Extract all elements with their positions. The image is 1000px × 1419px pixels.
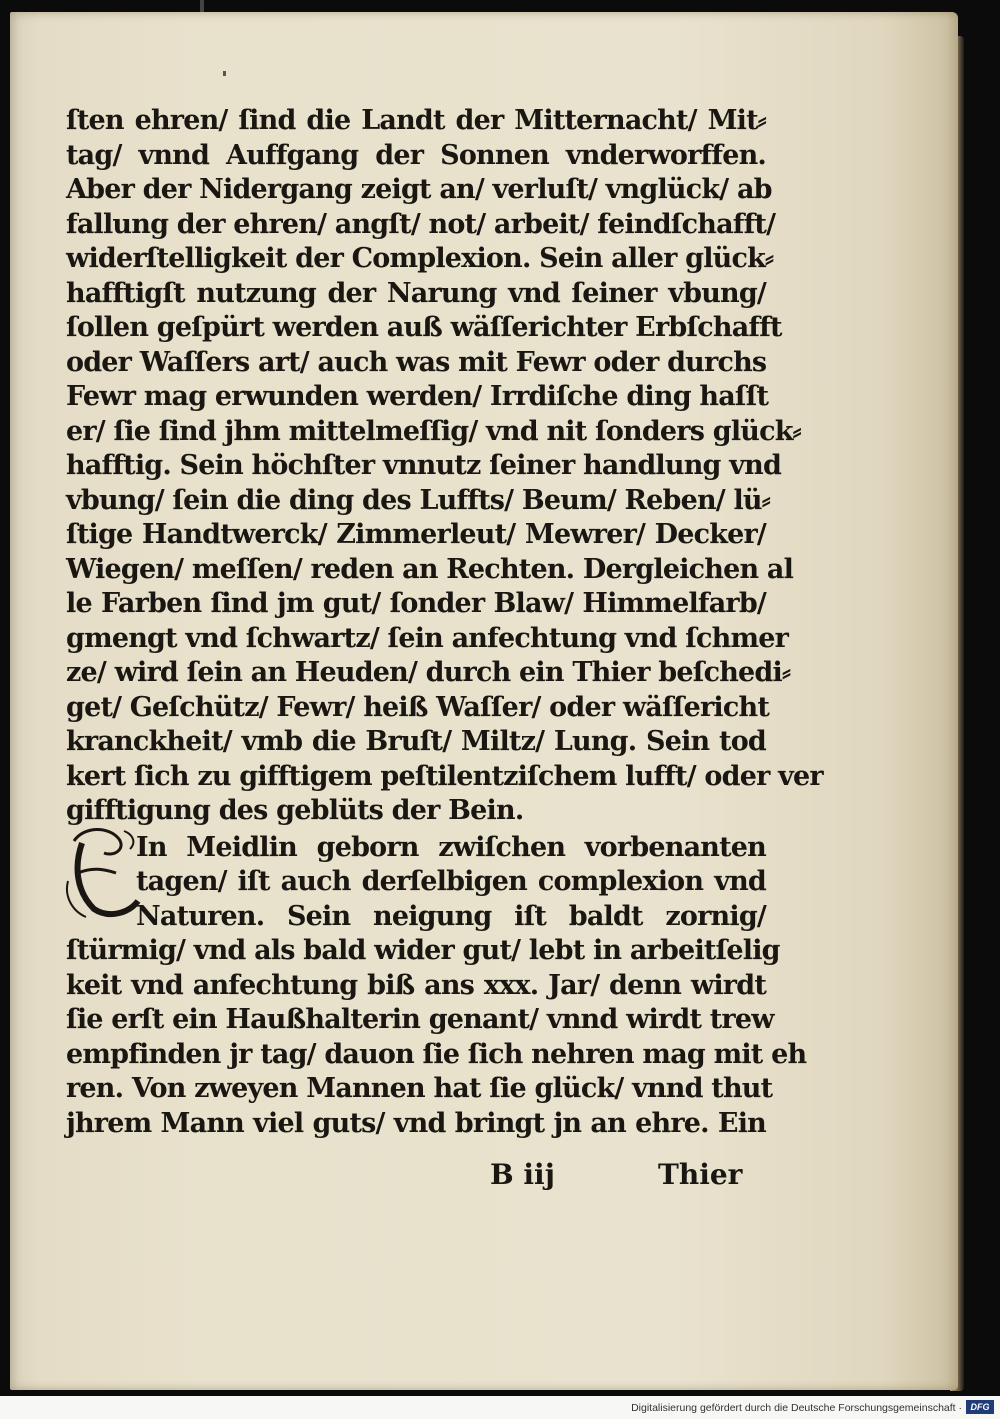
ink-mark xyxy=(223,71,226,76)
paragraph-2 xyxy=(66,831,807,1142)
text-line: hafftigſt nutzung der Narung vnd ſeiner vbung/ xyxy=(66,277,766,309)
text-line: Wiegen/ meſſen/ reden an Rechten. Dergleichen al xyxy=(66,553,794,585)
text-line: Aber der Nidergang zeigt an/ verluſt/ vnglück/ ab xyxy=(66,174,772,205)
text-line: ſtige Handtwerck/ Zimmerleut/ Mewrer/ Decker/ xyxy=(66,519,766,550)
funding-credit: Digitalisierung gefördert durch die Deutsche Forschungsgemeinschaft · xyxy=(631,1402,962,1414)
signature-mark: B iij xyxy=(490,1158,555,1191)
catchword: Thier xyxy=(658,1158,743,1191)
text-line: widerſtelligkeit der Complexion. Sein aller glück⸗ xyxy=(66,243,774,274)
text-line: tagen/ iſt auch derſelbigen complexion vnd xyxy=(136,866,766,897)
page-footer-line xyxy=(490,1158,770,1198)
text-line: In Meidlin geborn zwiſchen vorbenanten xyxy=(136,831,766,863)
text-line: tag/ vnnd Auffgang der Sonnen vnderworffen. xyxy=(66,139,766,171)
text-line: gifftigung des geblüts der Bein. xyxy=(66,795,524,826)
text-line: oder Waſſers art/ auch was mit Fewr oder durchs xyxy=(66,346,767,378)
text-line: keit vnd anfechtung biß ans xxx. Jar/ denn wirdt xyxy=(66,969,766,1001)
text-line: empfinden jr tag/ dauon ſie ſich nehren mag mit eh xyxy=(66,1038,807,1070)
text-line: er/ ſie ſind jhm mittelmeſſig/ vnd nit ſonders glück⸗ xyxy=(66,415,801,447)
dfg-logo: DFG xyxy=(966,1400,994,1414)
page-text xyxy=(66,104,823,1141)
text-line: kranckheit/ vmb die Bruſt/ Miltz/ Lung. Sein tod xyxy=(66,726,766,757)
text-line: ſtürmig/ vnd als bald wider gut/ lebt in arbeitſelig xyxy=(66,935,780,966)
text-line: get/ Geſchütz/ Fewr/ heiß Waſſer/ oder wäſſericht xyxy=(66,691,770,723)
text-line: ze/ wird ſein an Heuden/ durch ein Thier beſchedi⸗ xyxy=(66,657,791,688)
text-line: ſten ehren/ ſind die Landt der Mitternacht/ Mit⸗ xyxy=(66,105,766,136)
text-line: gmengt vnd ſchwartz/ ſein anfechtung vnd ſchmer xyxy=(66,622,789,654)
text-line: ren. Von zweyen Mannen hat ſie glück/ vnnd thut xyxy=(66,1073,773,1104)
text-line: Fewr mag erwunden werden/ Irrdiſche ding haſſt xyxy=(66,381,769,412)
paragraph-1 xyxy=(66,104,823,829)
decorated-initial xyxy=(64,821,144,921)
text-line: vbung/ ſein die ding des Luffts/ Beum/ Reben/ lü⸗ xyxy=(66,484,770,516)
text-line: kert ſich zu gifftigem peſtilentziſchem lufft/ oder ver xyxy=(66,760,823,792)
text-line: jhrem Mann viel guts/ vnd bringt jn an ehre. Ein xyxy=(66,1107,766,1139)
text-line: le Farben ſind jm gut/ ſonder Blaw/ Himmelfarb/ xyxy=(66,588,766,619)
text-line: fallung der ehren/ angſt/ not/ arbeit/ feindſchafft/ xyxy=(66,208,776,240)
text-line: hafftig. Sein höchſter vnnutz ſeiner handlung vnd xyxy=(66,450,782,481)
text-line: Naturen. Sein neigung iſt baldt zornig/ xyxy=(136,900,766,932)
text-line: ſollen geſpürt werden auß wäſſerichter Erbſchafft xyxy=(66,312,782,343)
text-line: ſie erſt ein Haußhalterin genant/ vnnd wirdt trew xyxy=(66,1004,774,1035)
